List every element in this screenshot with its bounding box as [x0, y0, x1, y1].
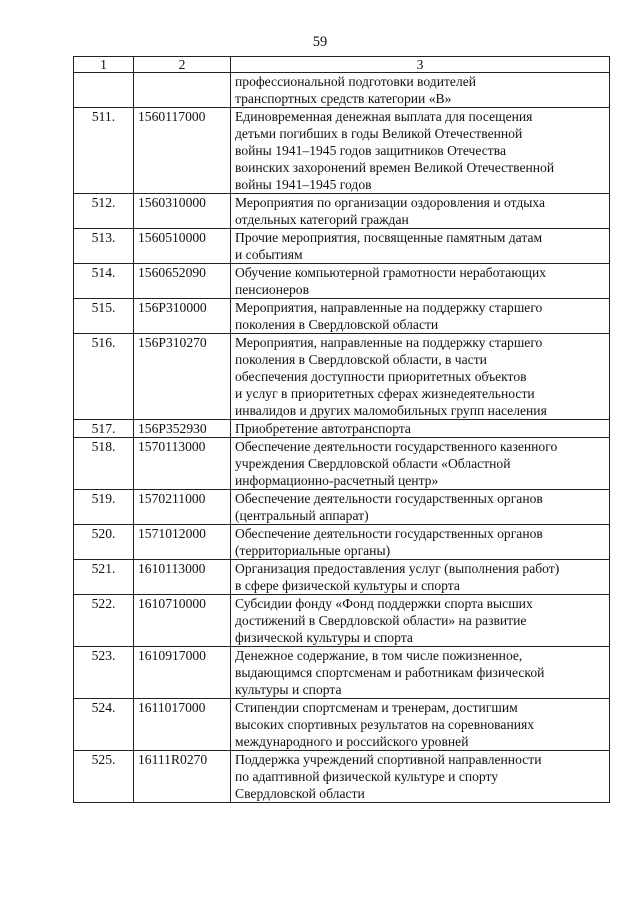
budget-code: 1610113000	[134, 560, 231, 595]
budget-code: 156P310000	[134, 299, 231, 334]
budget-code: 1611017000	[134, 699, 231, 751]
table-row	[74, 699, 610, 751]
description-line: профессиональной подготовки водителей	[235, 74, 477, 89]
description-line: Поддержка учреждений спортивной направленности	[235, 752, 542, 767]
description-line: Мероприятия, направленные на поддержку старшего	[235, 335, 543, 350]
budget-code: 16111R0270	[134, 751, 231, 803]
table-row	[74, 73, 610, 108]
row-description	[231, 438, 610, 490]
budget-code: 1560652090	[134, 264, 231, 299]
description-line: транспортных средств категории «В»	[235, 91, 452, 106]
budget-code: 1610710000	[134, 595, 231, 647]
description-line: Обеспечение деятельности государственных органов	[235, 526, 543, 541]
table-row	[74, 334, 610, 420]
description-line: Организация предоставления услуг (выполнения работ)	[235, 561, 560, 576]
page-number: 59	[312, 34, 328, 50]
table-row	[74, 525, 610, 560]
description-line: (центральный аппарат)	[235, 508, 369, 523]
column-header-3: 3	[231, 57, 610, 73]
row-description	[231, 229, 610, 264]
description-line: высоких спортивных результатов на соревнованиях	[235, 717, 535, 732]
row-description	[231, 73, 610, 108]
table-row	[74, 751, 610, 803]
row-number	[74, 73, 134, 108]
description-line: поколения в Свердловской области, в части	[235, 352, 487, 367]
description-line: Свердловской области	[235, 786, 365, 801]
description-line: Стипендии спортсменам и тренерам, достигшим	[235, 700, 518, 715]
row-description	[231, 560, 610, 595]
column-header-1: 1	[74, 57, 134, 73]
row-description	[231, 264, 610, 299]
description-line: информационно-расчетный центр»	[235, 473, 439, 488]
row-number: 513.	[74, 229, 134, 264]
row-description	[231, 699, 610, 751]
description-line: и событиям	[235, 247, 303, 262]
table-row	[74, 560, 610, 595]
row-description	[231, 751, 610, 803]
table-row	[74, 438, 610, 490]
description-line: Субсидии фонду «Фонд поддержки спорта высших	[235, 596, 533, 611]
row-number: 520.	[74, 525, 134, 560]
budget-code: 156P352930	[134, 420, 231, 438]
budget-code: 1570211000	[134, 490, 231, 525]
table-row	[74, 420, 610, 438]
row-number: 523.	[74, 647, 134, 699]
description-line: (территориальные органы)	[235, 543, 391, 558]
description-line: воинских захоронений времен Великой Отечественной	[235, 160, 555, 175]
row-number: 525.	[74, 751, 134, 803]
row-description	[231, 490, 610, 525]
budget-code	[134, 73, 231, 108]
row-description	[231, 525, 610, 560]
row-description	[231, 334, 610, 420]
row-description	[231, 194, 610, 229]
row-number: 514.	[74, 264, 134, 299]
table-row	[74, 595, 610, 647]
document-table	[73, 56, 610, 803]
description-line: Мероприятия, направленные на поддержку старшего	[235, 300, 543, 315]
description-line: обеспечения доступности приоритетных объектов	[235, 369, 527, 384]
budget-code: 1560310000	[134, 194, 231, 229]
table-body	[74, 73, 610, 803]
row-number: 518.	[74, 438, 134, 490]
row-number: 524.	[74, 699, 134, 751]
table-row	[74, 229, 610, 264]
description-line: учреждения Свердловской области «Областной	[235, 456, 511, 471]
description-line: по адаптивной физической культуре и спорту	[235, 769, 499, 784]
budget-code: 1571012000	[134, 525, 231, 560]
row-description	[231, 299, 610, 334]
description-line: Обеспечение деятельности государственного казенного	[235, 439, 558, 454]
description-line: отдельных категорий граждан	[235, 212, 409, 227]
description-line: пенсионеров	[235, 282, 310, 297]
budget-code: 1560117000	[134, 108, 231, 194]
description-line: Денежное содержание, в том числе пожизненное,	[235, 648, 523, 663]
description-line: Обучение компьютерной грамотности неработающих	[235, 265, 547, 280]
budget-code: 1610917000	[134, 647, 231, 699]
description-line: инвалидов и других маломобильных групп населения	[235, 403, 547, 418]
row-number: 512.	[74, 194, 134, 229]
row-number: 511.	[74, 108, 134, 194]
column-header-2: 2	[134, 57, 231, 73]
description-line: Обеспечение деятельности государственных органов	[235, 491, 543, 506]
row-description	[231, 108, 610, 194]
row-number: 516.	[74, 334, 134, 420]
description-line: физической культуры и спорта	[235, 630, 413, 645]
description-line: Единовременная денежная выплата для посещения	[235, 109, 533, 124]
description-line: выдающимся спортсменам и работникам физической	[235, 665, 545, 680]
budget-code: 1560510000	[134, 229, 231, 264]
row-description	[231, 595, 610, 647]
description-line: и услуг в приоритетных сферах жизнедеятельности	[235, 386, 535, 401]
description-line: войны 1941–1945 годов	[235, 177, 372, 192]
description-line: поколения в Свердловской области	[235, 317, 439, 332]
table-row	[74, 108, 610, 194]
table-row	[74, 647, 610, 699]
description-line: в сфере физической культуры и спорта	[235, 578, 460, 593]
description-line: детьми погибших в годы Великой Отечественной	[235, 126, 523, 141]
row-number: 517.	[74, 420, 134, 438]
description-line: войны 1941–1945 годов защитников Отечества	[235, 143, 507, 158]
description-line: Прочие мероприятия, посвященные памятным датам	[235, 230, 543, 245]
table-row	[74, 194, 610, 229]
table-row	[74, 264, 610, 299]
budget-code: 156P310270	[134, 334, 231, 420]
description-line: достижений в Свердловской области» на развитие	[235, 613, 527, 628]
table-row	[74, 299, 610, 334]
row-description	[231, 420, 610, 438]
row-number: 521.	[74, 560, 134, 595]
row-number: 522.	[74, 595, 134, 647]
description-line: культуры и спорта	[235, 682, 342, 697]
description-line: Приобретение автотранспорта	[235, 421, 411, 436]
table-header-row	[74, 57, 610, 73]
budget-code: 1570113000	[134, 438, 231, 490]
row-description	[231, 647, 610, 699]
description-line: международного и российского уровней	[235, 734, 469, 749]
row-number: 519.	[74, 490, 134, 525]
description-line: Мероприятия по организации оздоровления и отдыха	[235, 195, 546, 210]
row-number: 515.	[74, 299, 134, 334]
table-row	[74, 490, 610, 525]
